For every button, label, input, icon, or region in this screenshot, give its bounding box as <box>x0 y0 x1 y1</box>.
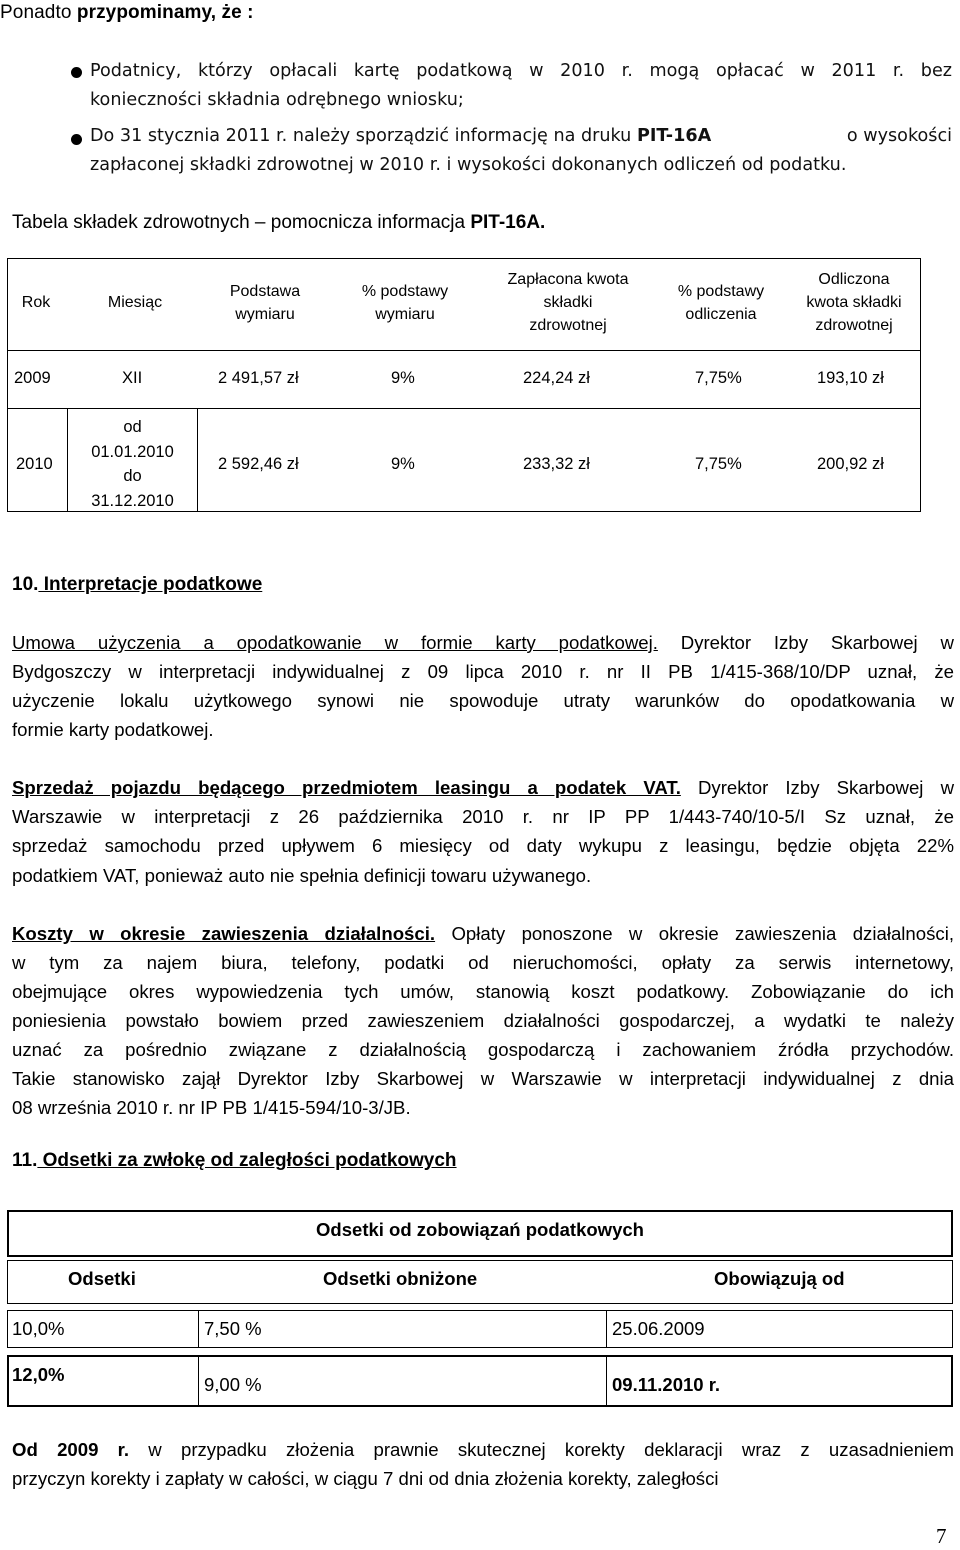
header-proc-odliczenia <box>656 280 786 326</box>
interest-header-odsetki: Odsetki <box>68 1268 136 1289</box>
row-2009-odl-proc: 7,75% <box>695 369 742 387</box>
interest-row-1-obnizone: 7,50 % <box>204 1318 262 1339</box>
closing-line-1 <box>12 1439 954 1461</box>
page-number: 7 <box>936 1524 947 1548</box>
interest-header-obnizone: Odsetki obniżone <box>323 1268 478 1289</box>
p1-line-1-rest: Dyrektor Izby Skarbowej w <box>657 632 954 653</box>
bullet-1-line-2: konieczności składnia odrębnego wniosku; <box>90 90 464 110</box>
row-2009-proc: 9% <box>391 369 415 387</box>
row-2010-rok: 2010 <box>16 455 53 473</box>
table-caption <box>12 212 545 234</box>
caption-bold: PIT-16A. <box>470 212 546 233</box>
bullet-dot-1 <box>71 67 82 78</box>
p2-line-4: podatkiem VAT, ponieważ auto nie spełnia definicji towaru używanego. <box>12 865 592 886</box>
interest-row-2-date: 09.11.2010 r. <box>612 1374 721 1395</box>
p2-line-1 <box>12 777 954 799</box>
bullet-2-line-1 <box>90 126 952 146</box>
interest-row-2-odsetki: 12,0% <box>12 1364 65 1385</box>
header-zaplacona-line2: składki <box>543 294 593 311</box>
row-2010-proc: 9% <box>391 455 415 473</box>
p3-line-6: Takie stanowisko zajął Dyrektor Izby Skarbowej w Warszawie w interpretacji indywidualnej z dnia <box>12 1068 954 1089</box>
section-10-heading: Interpretacje podatkowe <box>38 574 263 595</box>
row-2009-podstawa: 2 491,57 zł <box>218 369 299 387</box>
header-podstawa-line2: wymiaru <box>235 306 295 323</box>
intro-heading <box>0 2 254 24</box>
bullet-2-text-c: o wysokości <box>841 126 952 146</box>
header-podstawa-line1: Podstawa <box>229 283 301 300</box>
header-proc-odliczenia-line1: % podstawy <box>677 283 765 300</box>
header-proc-podstawy-line1: % podstawy <box>361 283 449 300</box>
row-2010-miesiac-end: 31.12.2010 <box>91 491 174 510</box>
bullet-2-line-2: zapłaconej składki zdrowotnej w 2010 r. i wysokości dokonanych odliczeń od podatku. <box>90 155 847 175</box>
table-row-divider-2 <box>7 408 921 409</box>
p1-line-3: użyczenie lokalu użytkowego synowi nie spowoduje utraty warunków do opodatkowania w <box>12 690 954 711</box>
header-zaplacona-line3: zdrowotnej <box>529 317 607 334</box>
header-zaplacona-line1: Zapłacona kwota <box>507 271 629 288</box>
p3-line-1-rest: Opłaty ponoszone w okresie zawieszenia działalności, <box>435 923 954 944</box>
p1-line-4: formie karty podatkowej. <box>12 719 214 740</box>
p3-line-4: poniesienia powstało bowiem przed zawieszeniem działalności gospodarczej, a wydatki te należy <box>12 1010 954 1031</box>
header-miesiac: Miesiąc <box>107 294 163 311</box>
section-11-title <box>12 1150 457 1172</box>
p3-line-2: w tym za najem biura, telefony, podatki od nieruchomości, opłaty za serwis internetowy, <box>12 952 954 973</box>
p2-line-1-rest: Dyrektor Izby Skarbowej w <box>680 777 954 798</box>
row-2009-zaplacona: 224,24 zł <box>523 369 590 387</box>
p2-line-3: sprzedaż samochodu przed upływem 6 miesięcy od daty wykupu z leasingu, będzie objęta 22% <box>12 835 954 856</box>
interest-row-1-col-1 <box>198 1310 199 1348</box>
row-2010-odliczona: 200,92 zł <box>817 455 884 473</box>
header-proc-odliczenia-line2: odliczenia <box>685 306 757 323</box>
interest-row-2-col-1 <box>198 1355 199 1407</box>
header-zaplacona <box>487 268 649 337</box>
p1-lead: Umowa użyczenia a opodatkowanie w formie karty podatkowej. <box>12 632 658 653</box>
row-2010-miesiac-start: 01.01.2010 <box>91 442 174 461</box>
interest-table-title: Odsetki od zobowiązań podatkowych <box>316 1219 644 1240</box>
row-2010-odl-proc: 7,75% <box>695 455 742 473</box>
caption-text: Tabela składek zdrowotnych – pomocnicza informacja <box>12 212 471 233</box>
p3-line-3: obejmujące okres wypowiedzenia tych umów, stanowią koszt podatkowy. Zobowiązanie do ich <box>12 981 954 1002</box>
bullet-2-pit16a: PIT-16A <box>636 126 712 146</box>
table-row-divider-1 <box>7 350 921 351</box>
row-2010-podstawa: 2 592,46 zł <box>218 455 299 473</box>
p3-line-1 <box>12 923 954 945</box>
p3-line-5: uznać za pośrednio związane z działalnością gospodarczą i zachowaniem źródła przychodów. <box>12 1039 954 1060</box>
header-proc-podstawy-line2: wymiaru <box>375 306 435 323</box>
p1-line-1 <box>12 632 954 654</box>
header-podstawa <box>210 280 320 326</box>
interest-row-1 <box>7 1310 953 1348</box>
header-odliczona-line1: Odliczona <box>818 271 890 288</box>
interest-row-1-odsetki: 10,0% <box>12 1318 65 1339</box>
interest-row-2 <box>7 1355 953 1407</box>
header-odliczona-line2: kwota składki <box>806 294 902 311</box>
header-odliczona <box>790 268 918 337</box>
p2-line-2: Warszawie w interpretacji z 26 października 2010 r. nr IP PP 1/443-740/10-5/I Sz uznał, że <box>12 806 954 827</box>
interest-row-2-col-2 <box>606 1355 607 1407</box>
interest-row-1-col-2 <box>606 1310 607 1348</box>
p1-line-2: Bydgoszczy w interpretacji indywidualnej z 09 lipca 2010 r. nr II PB 1/415-368/10/DP uznał, że <box>12 661 954 682</box>
section-10-number: 10. <box>12 574 39 595</box>
bullet-1-line-1: Podatnicy, którzy opłacali kartę podatkową w 2010 r. mogą opłacać w 2011 r. bez <box>90 61 952 81</box>
interest-header-obowiazuja: Obowiązują od <box>714 1268 845 1289</box>
section-10-title <box>12 574 262 596</box>
row-2009-miesiac: XII <box>122 369 143 387</box>
p3-line-7: 08 września 2010 r. nr IP PB 1/415-594/10-3/JB. <box>12 1097 411 1118</box>
table-col-divider-2 <box>197 408 198 512</box>
row-2009-rok: 2009 <box>14 369 51 387</box>
section-11-heading: Odsetki za zwłokę od zaległości podatkowych <box>37 1150 457 1171</box>
header-proc-podstawy <box>340 280 470 326</box>
closing-lead: Od 2009 r. <box>12 1439 130 1460</box>
bullet-dot-2 <box>71 134 82 145</box>
closing-line-1-rest: w przypadku złożenia prawnie skutecznej korekty deklaracji wraz z uzasadnieniem <box>129 1439 954 1460</box>
header-odliczona-line3: zdrowotnej <box>815 317 893 334</box>
row-2009-odliczona: 193,10 zł <box>817 369 884 387</box>
row-2010-zaplacona: 233,32 zł <box>523 455 590 473</box>
interest-row-2-obnizone: 9,00 % <box>204 1374 262 1395</box>
interest-row-1-date: 25.06.2009 <box>612 1318 705 1339</box>
p2-lead: Sprzedaż pojazdu będącego przedmiotem leasingu a podatek VAT. <box>12 777 681 798</box>
section-11-number: 11. <box>12 1150 38 1171</box>
row-2010-miesiac <box>68 415 197 513</box>
row-2010-miesiac-od: od <box>123 418 142 436</box>
bullet-2-text-a: Do 31 stycznia 2011 r. należy sporządzić informację na druku <box>90 126 637 146</box>
closing-line-2: przyczyn korekty i zapłaty w całości, w ciągu 7 dni od dnia złożenia korekty, zaległości <box>12 1468 719 1489</box>
intro-heading-normal: Ponadto <box>0 2 77 23</box>
header-rok: Rok <box>21 294 51 311</box>
p3-lead: Koszty w okresie zawieszenia działalności. <box>12 923 436 944</box>
row-2010-miesiac-do: do <box>123 467 142 485</box>
intro-heading-bold: przypominamy, że : <box>76 2 254 23</box>
